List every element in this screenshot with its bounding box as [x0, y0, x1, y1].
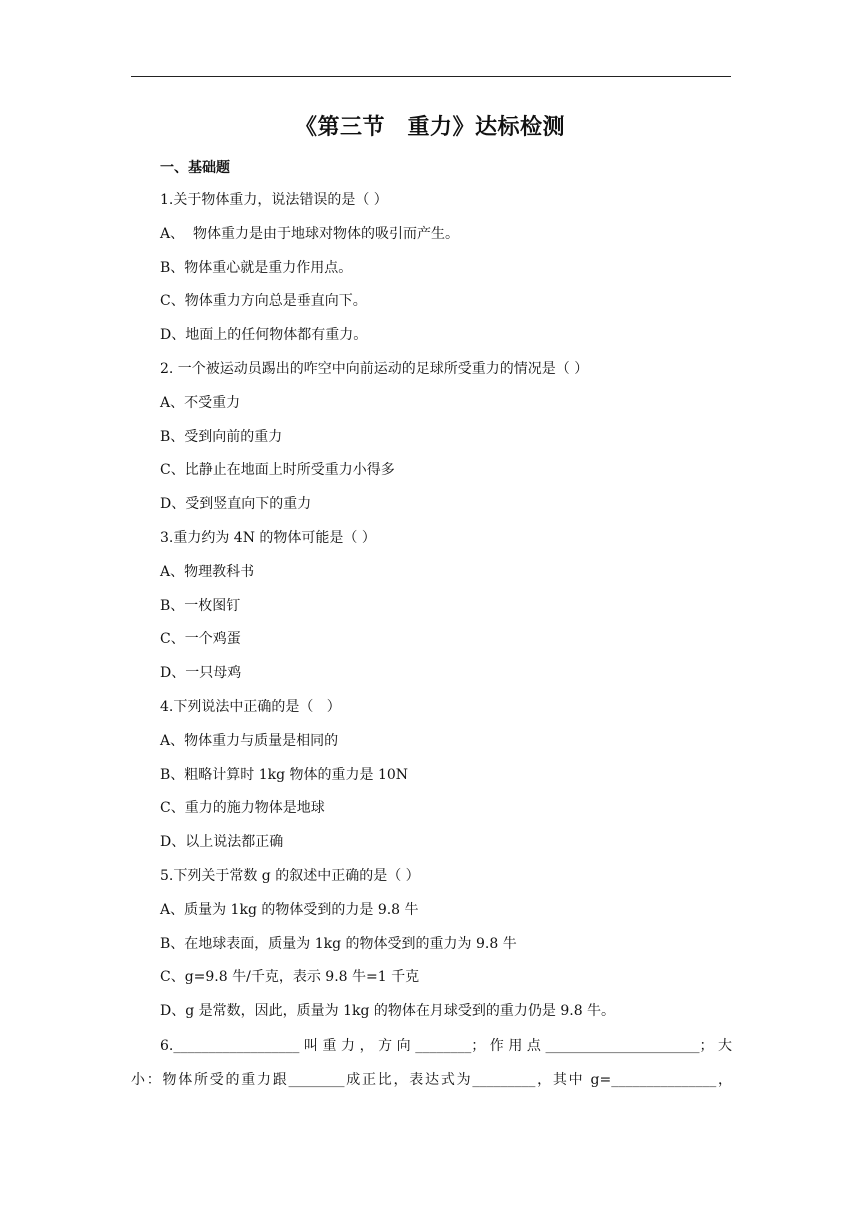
question-line: B、粗略计算时 1kg 物体的重力是 10N: [160, 766, 409, 783]
question-line: B、物体重心就是重力作用点。: [160, 259, 353, 276]
question-line: B、一枚图钉: [160, 597, 241, 614]
question-line: A、 物体重力是由于地球对物体的吸引而产生。: [160, 225, 460, 242]
question-line: B、在地球表面，质量为 1kg 的物体受到的重力为 9.8 牛: [160, 935, 517, 952]
question-line: C、物体重力方向总是垂直向下。: [160, 293, 367, 310]
question-line: A、物理教科书: [160, 563, 255, 580]
question-line: A、质量为 1kg 的物体受到的力是 9.8 牛: [160, 901, 419, 918]
question-line: A、不受重力: [160, 394, 241, 411]
question-line: B、受到向前的重力: [160, 428, 283, 445]
question-6-line-1: 6.__________________叫重力，方向________；作用点______________________；大: [160, 1038, 732, 1054]
question-line: C、g=9.8 牛/千克，表示 9.8 牛=1 千克: [160, 969, 420, 986]
question-line: D、一只母鸡: [160, 665, 242, 682]
question-line: D、g 是常数，因此，质量为 1kg 的物体在月球受到的重力仍是 9.8 牛。: [160, 1003, 616, 1020]
question-line: 2. 一个被运动员踢出的咋空中向前运动的足球所受重力的情况是（ ）: [160, 361, 589, 377]
header-rule: [131, 76, 731, 77]
page-title: 《第三节 重力》达标检测: [294, 115, 565, 140]
question-line: C、一个鸡蛋: [160, 631, 241, 648]
question-line: 4.下列说法中正确的是（ ）: [160, 699, 341, 715]
question-line: A、物体重力与质量是相同的: [160, 732, 339, 749]
question-line: D、地面上的任何物体都有重力。: [160, 327, 368, 344]
question-line: 5.下列关于常数 g 的叙述中正确的是（ ）: [160, 868, 420, 884]
question-line: D、受到竖直向下的重力: [160, 496, 312, 513]
question-line: C、重力的施力物体是地球: [160, 800, 325, 817]
section-heading: 一、基础题: [160, 160, 230, 176]
question-line: 1.关于物体重力，说法错误的是（ ）: [160, 192, 388, 208]
question-line: C、比静止在地面上时所受重力小得多: [160, 462, 395, 479]
question-line: D、以上说法都正确: [160, 834, 284, 851]
question-line: 3.重力约为 4N 的物体可能是（ ）: [160, 530, 376, 546]
question-6-line-2: 小：物体所受的重力跟________成正比，表达式为_________，其中 g=_______________，: [131, 1072, 732, 1088]
